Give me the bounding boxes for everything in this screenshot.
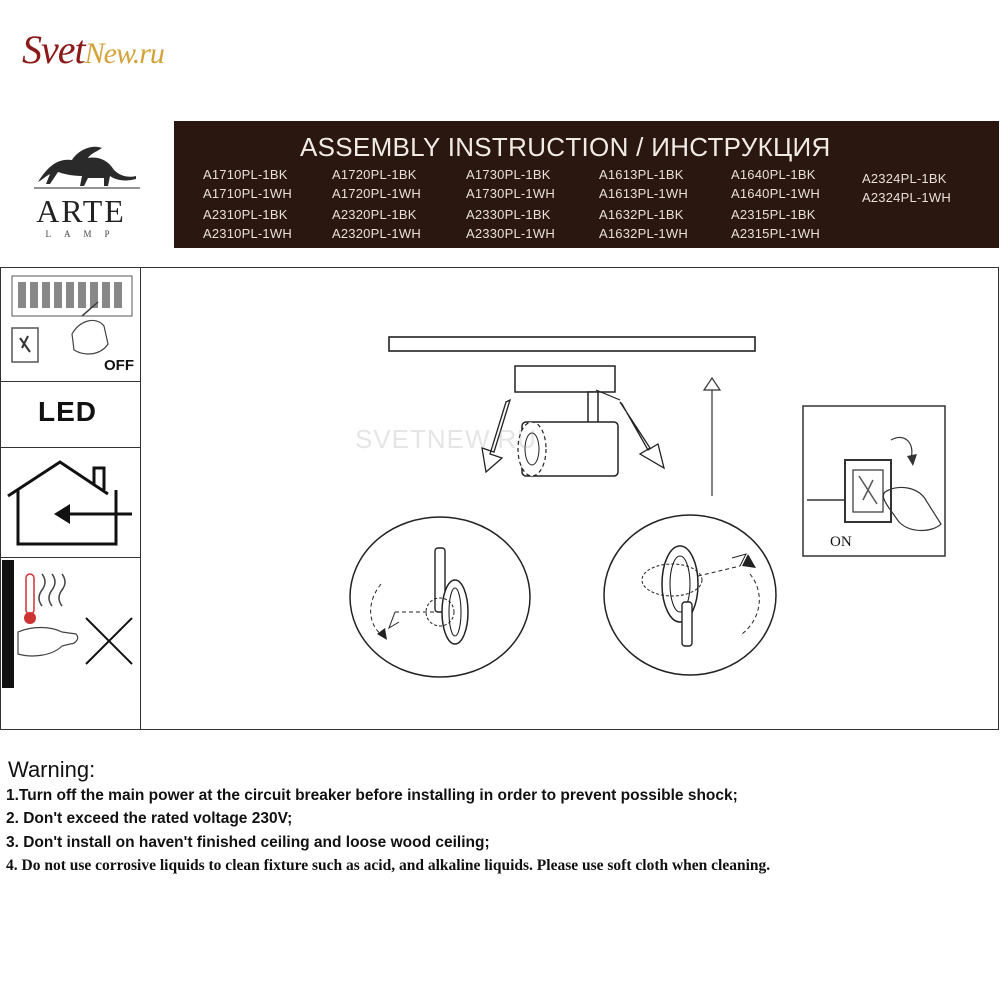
model-code: A2330PL-1BK (466, 207, 551, 222)
model-code: A2310PL-1BK (203, 207, 288, 222)
switch-on-panel (801, 404, 947, 558)
watermark: SVETNEW.RU (355, 424, 537, 454)
warning-item: 4. Do not use corrosive liquids to clean fixture such as acid, and alkaline liquids. Please use soft cloth when cleaning. (6, 857, 771, 874)
rotation-detail-right (600, 510, 780, 680)
griffin-icon (28, 136, 140, 192)
warning-item: 3. Don't install on haven't finished ceiling and loose wood ceiling; (6, 834, 490, 851)
model-code: A1613PL-1BK (599, 167, 684, 182)
warning-title: Warning: (8, 757, 96, 782)
model-code: A2330PL-1WH (466, 226, 555, 241)
model-code: A1632PL-1BK (599, 207, 684, 222)
site-logo (22, 26, 164, 73)
model-code: A1640PL-1WH (731, 186, 820, 201)
page-title: ASSEMBLY INSTRUCTION / ИНСТРУКЦИЯ (300, 132, 831, 162)
site-logo-part1: Svet (22, 27, 85, 72)
hot-surface-warning-icon (2, 560, 140, 688)
model-code: A2315PL-1BK (731, 207, 816, 222)
model-code: A2324PL-1WH (862, 190, 951, 205)
model-code: A1710PL-1BK (203, 167, 288, 182)
model-code: A1720PL-1BK (332, 167, 417, 182)
off-label: OFF (104, 357, 134, 374)
warning-item: 2. Don't exceed the rated voltage 230V; (6, 810, 293, 827)
site-logo-part2: New.ru (84, 37, 164, 70)
led-label: LED (38, 396, 97, 427)
model-code: A2310PL-1WH (203, 226, 292, 241)
model-code: A1730PL-1WH (466, 186, 555, 201)
brand-name: ARTE (36, 193, 126, 229)
model-code: A1640PL-1BK (731, 167, 816, 182)
on-label: ON (830, 534, 852, 550)
model-code: A2315PL-1WH (731, 226, 820, 241)
brand-subtitle: LAMP (45, 229, 123, 239)
model-code: A1720PL-1WH (332, 186, 421, 201)
rotation-detail-left (345, 512, 535, 682)
model-code: A1632PL-1WH (599, 226, 688, 241)
up-arrow-icon (700, 374, 724, 500)
warning-item: 1.Turn off the main power at the circuit breaker before installing in order to prevent possible shock; (6, 787, 738, 804)
model-code: A1730PL-1BK (466, 167, 551, 182)
model-code: A2324PL-1BK (862, 171, 947, 186)
model-code: A1710PL-1WH (203, 186, 292, 201)
ceiling-plate (385, 332, 760, 356)
indoor-house-icon (4, 456, 136, 552)
model-code: A1613PL-1WH (599, 186, 688, 201)
model-code: A2320PL-1BK (332, 207, 417, 222)
model-code: A2320PL-1WH (332, 226, 421, 241)
